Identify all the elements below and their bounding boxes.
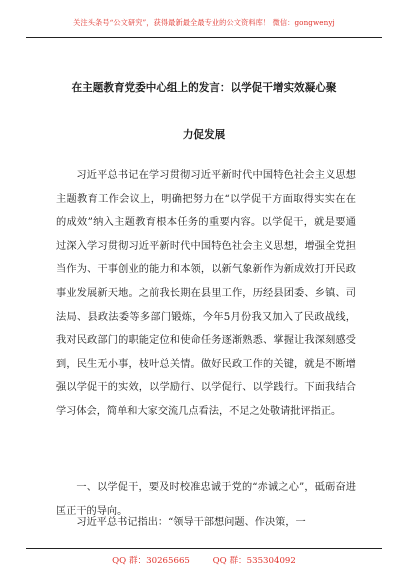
footer-rule [26, 548, 382, 549]
body-paragraph: 习近平总书记指出：“领导干部想问题、作决策，一 [76, 517, 306, 528]
header-banner: 关注头条号“公文研究”，获得最新最全最专业的公文资料库！ 微信：gongwenyj [73, 18, 335, 27]
document-title-line-2: 力促发展 [182, 129, 226, 141]
footer-qq-group-2: QQ 群：535304092 [212, 556, 296, 566]
section-heading-paragraph: 一、以学促干，要及时校准忠诚于党的“赤诚之心”，砥砺奋进匡正干的导向。 [56, 482, 356, 517]
footer [0, 554, 408, 566]
document-title-line-1: 在主题教育党委中心组上的发言：以学促干增实效凝心聚 [71, 82, 337, 94]
body-paragraph-1-block [56, 164, 356, 424]
body-paragraph: 习近平总书记在学习贯彻习近平新时代中国特色社会主义思想主题教育工作会议上，明确把努力在“以学促干方面取得实实在在的成效”纳入主题教育根本任务的重要内容。以学促干，就是要通过深入学习贯彻习近平新时代中国特色社会主义思想，增强全党担当作为、干事创业的能力和本领，以新气象新作为新成效打开民政事业发展新天地。之前我长期在县里工作，历经县团委、乡镇、司法局、县政法委等多部门锻炼，今年5月份我又加入了民政战线，我对民政部门的职能定位和使命任务逐渐熟悉、掌握让我深刻感受到，民生无小事，枝叶总关情。做好民政工作的关键，就是不断增强以学促干的实效，以学励行、以学促行、以学践行。下面我结合学习体会，简单和大家交流几点看法，不足之处敬请批评指正。 [56, 170, 356, 417]
body-paragraph-3-block [56, 511, 356, 535]
footer-qq-group-1: QQ 群：30265665 [112, 556, 190, 566]
header-rule [26, 37, 382, 38]
